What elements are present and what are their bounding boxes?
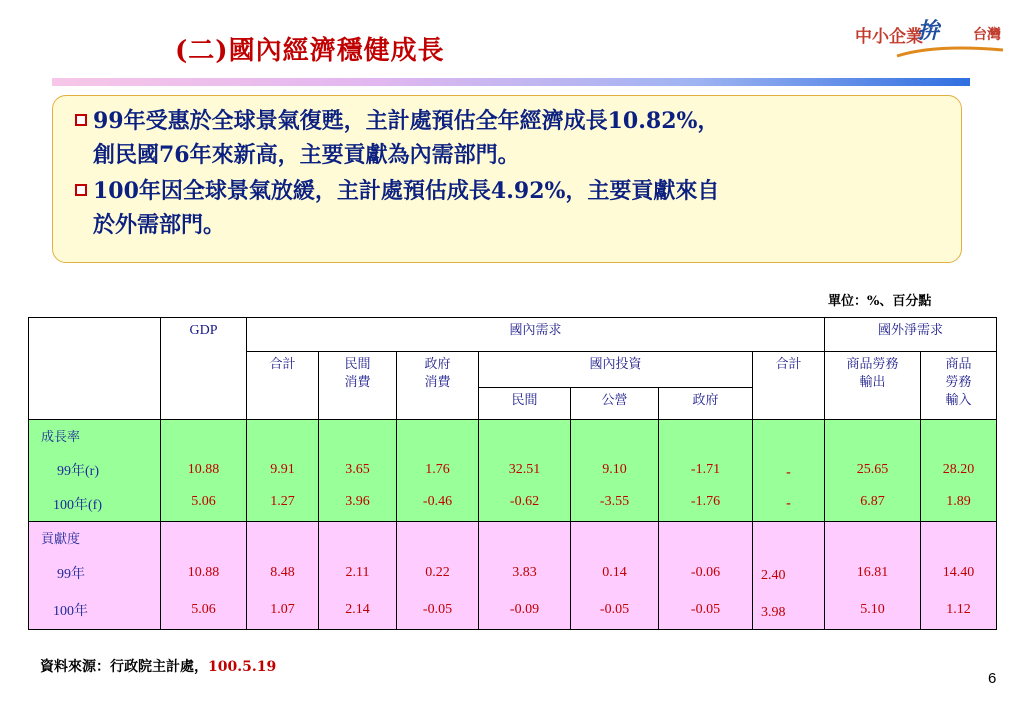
header-domestic-investment: 國內投資 <box>479 352 753 388</box>
cell-value: - <box>753 488 825 522</box>
bullet-line: 於外需部門。 <box>93 212 226 238</box>
table-row <box>29 488 997 522</box>
cell-value: 1.12 <box>921 592 997 630</box>
header-exports: 商品勞務 輸出 <box>825 352 921 420</box>
section-label-contribution: 貢獻度 <box>29 522 161 554</box>
bullet-box-icon <box>75 114 87 126</box>
cell-value: 5.10 <box>825 592 921 630</box>
page-title: (二)國內經濟穩健成長 <box>175 36 445 66</box>
row-label: 100年(f) <box>29 488 161 522</box>
header-inv-private: 民間 <box>479 388 571 420</box>
cell-value: 9.10 <box>571 452 659 488</box>
bullet-item <box>75 104 945 172</box>
cell-value: 10.88 <box>161 452 247 488</box>
bullet-box-icon <box>75 184 87 196</box>
table-row <box>29 554 997 592</box>
logo-text-3: 台灣 <box>973 27 1001 43</box>
summary-callout <box>52 95 962 263</box>
bullet-item <box>75 174 945 242</box>
unit-label: 單位：%、百分點 <box>828 294 932 309</box>
bullet-line: 100年因全球景氣放緩，主計處預估成長4.92%，主要貢獻來自 <box>93 178 720 204</box>
cell-value: -0.62 <box>479 488 571 522</box>
cell-value: 2.40 <box>753 554 825 592</box>
header-domestic-total: 合計 <box>247 352 319 420</box>
cell-value: 16.81 <box>825 554 921 592</box>
cell-value: 2.14 <box>319 592 397 630</box>
source-note <box>40 656 276 676</box>
cell-value: 0.14 <box>571 554 659 592</box>
row-label: 99年(r) <box>29 452 161 488</box>
header-domestic-demand: 國內需求 <box>247 318 825 352</box>
header-foreign-demand: 國外淨需求 <box>825 318 997 352</box>
cell-value: 32.51 <box>479 452 571 488</box>
row-label: 99年 <box>29 554 161 592</box>
cell-value: 6.87 <box>825 488 921 522</box>
cell-value: -0.05 <box>397 592 479 630</box>
table-row <box>29 592 997 630</box>
logo <box>855 14 1015 64</box>
cell-value: 3.98 <box>753 592 825 630</box>
cell-value: -1.71 <box>659 452 753 488</box>
row-label: 100年 <box>29 592 161 630</box>
page-number: 6 <box>988 670 997 687</box>
cell-value: 3.96 <box>319 488 397 522</box>
cell-value: 5.06 <box>161 488 247 522</box>
cell-value: 5.06 <box>161 592 247 630</box>
cell-value: 28.20 <box>921 452 997 488</box>
cell-value: 9.91 <box>247 452 319 488</box>
cell-value: 1.07 <box>247 592 319 630</box>
cell-value: 10.88 <box>161 554 247 592</box>
cell-value: -0.09 <box>479 592 571 630</box>
cell-value: 0.22 <box>397 554 479 592</box>
section-label-growth: 成長率 <box>29 420 161 452</box>
header-imports: 商品 勞務 輸入 <box>921 352 997 420</box>
title-divider <box>52 78 970 86</box>
cell-value: 3.83 <box>479 554 571 592</box>
header-private-consumption: 民間 消費 <box>319 352 397 420</box>
cell-value: -0.46 <box>397 488 479 522</box>
cell-value: 3.65 <box>319 452 397 488</box>
header-foreign-total: 合計 <box>753 352 825 420</box>
header-gov-consumption: 政府 消費 <box>397 352 479 420</box>
table-row <box>29 452 997 488</box>
bullet-line: 創民國76年來新高，主要貢獻為內需部門。 <box>93 142 520 168</box>
cell-value: - <box>753 452 825 488</box>
cell-value: -0.05 <box>659 592 753 630</box>
source-date: 100.5.19 <box>208 659 277 675</box>
bullet-line: 99年受惠於全球景氣復甦，主計處預估全年經濟成長10.82%， <box>93 108 720 134</box>
table-corner <box>29 318 161 420</box>
logo-text-1: 中小企業 <box>855 27 923 47</box>
cell-value: 2.11 <box>319 554 397 592</box>
gdp-table <box>28 317 997 630</box>
logo-swoosh-icon <box>895 44 1005 60</box>
logo-text-2: 拚 <box>917 18 940 44</box>
cell-value: -3.55 <box>571 488 659 522</box>
header-inv-gov: 政府 <box>659 388 753 420</box>
cell-value: -1.76 <box>659 488 753 522</box>
cell-value: 1.76 <box>397 452 479 488</box>
cell-value: 1.89 <box>921 488 997 522</box>
header-gdp: GDP <box>161 318 247 420</box>
cell-value: -0.05 <box>571 592 659 630</box>
cell-value: 25.65 <box>825 452 921 488</box>
cell-value: 1.27 <box>247 488 319 522</box>
cell-value: -0.06 <box>659 554 753 592</box>
cell-value: 8.48 <box>247 554 319 592</box>
header-inv-public: 公營 <box>571 388 659 420</box>
cell-value: 14.40 <box>921 554 997 592</box>
source-label: 資料來源：行政院主計處， <box>40 659 208 675</box>
